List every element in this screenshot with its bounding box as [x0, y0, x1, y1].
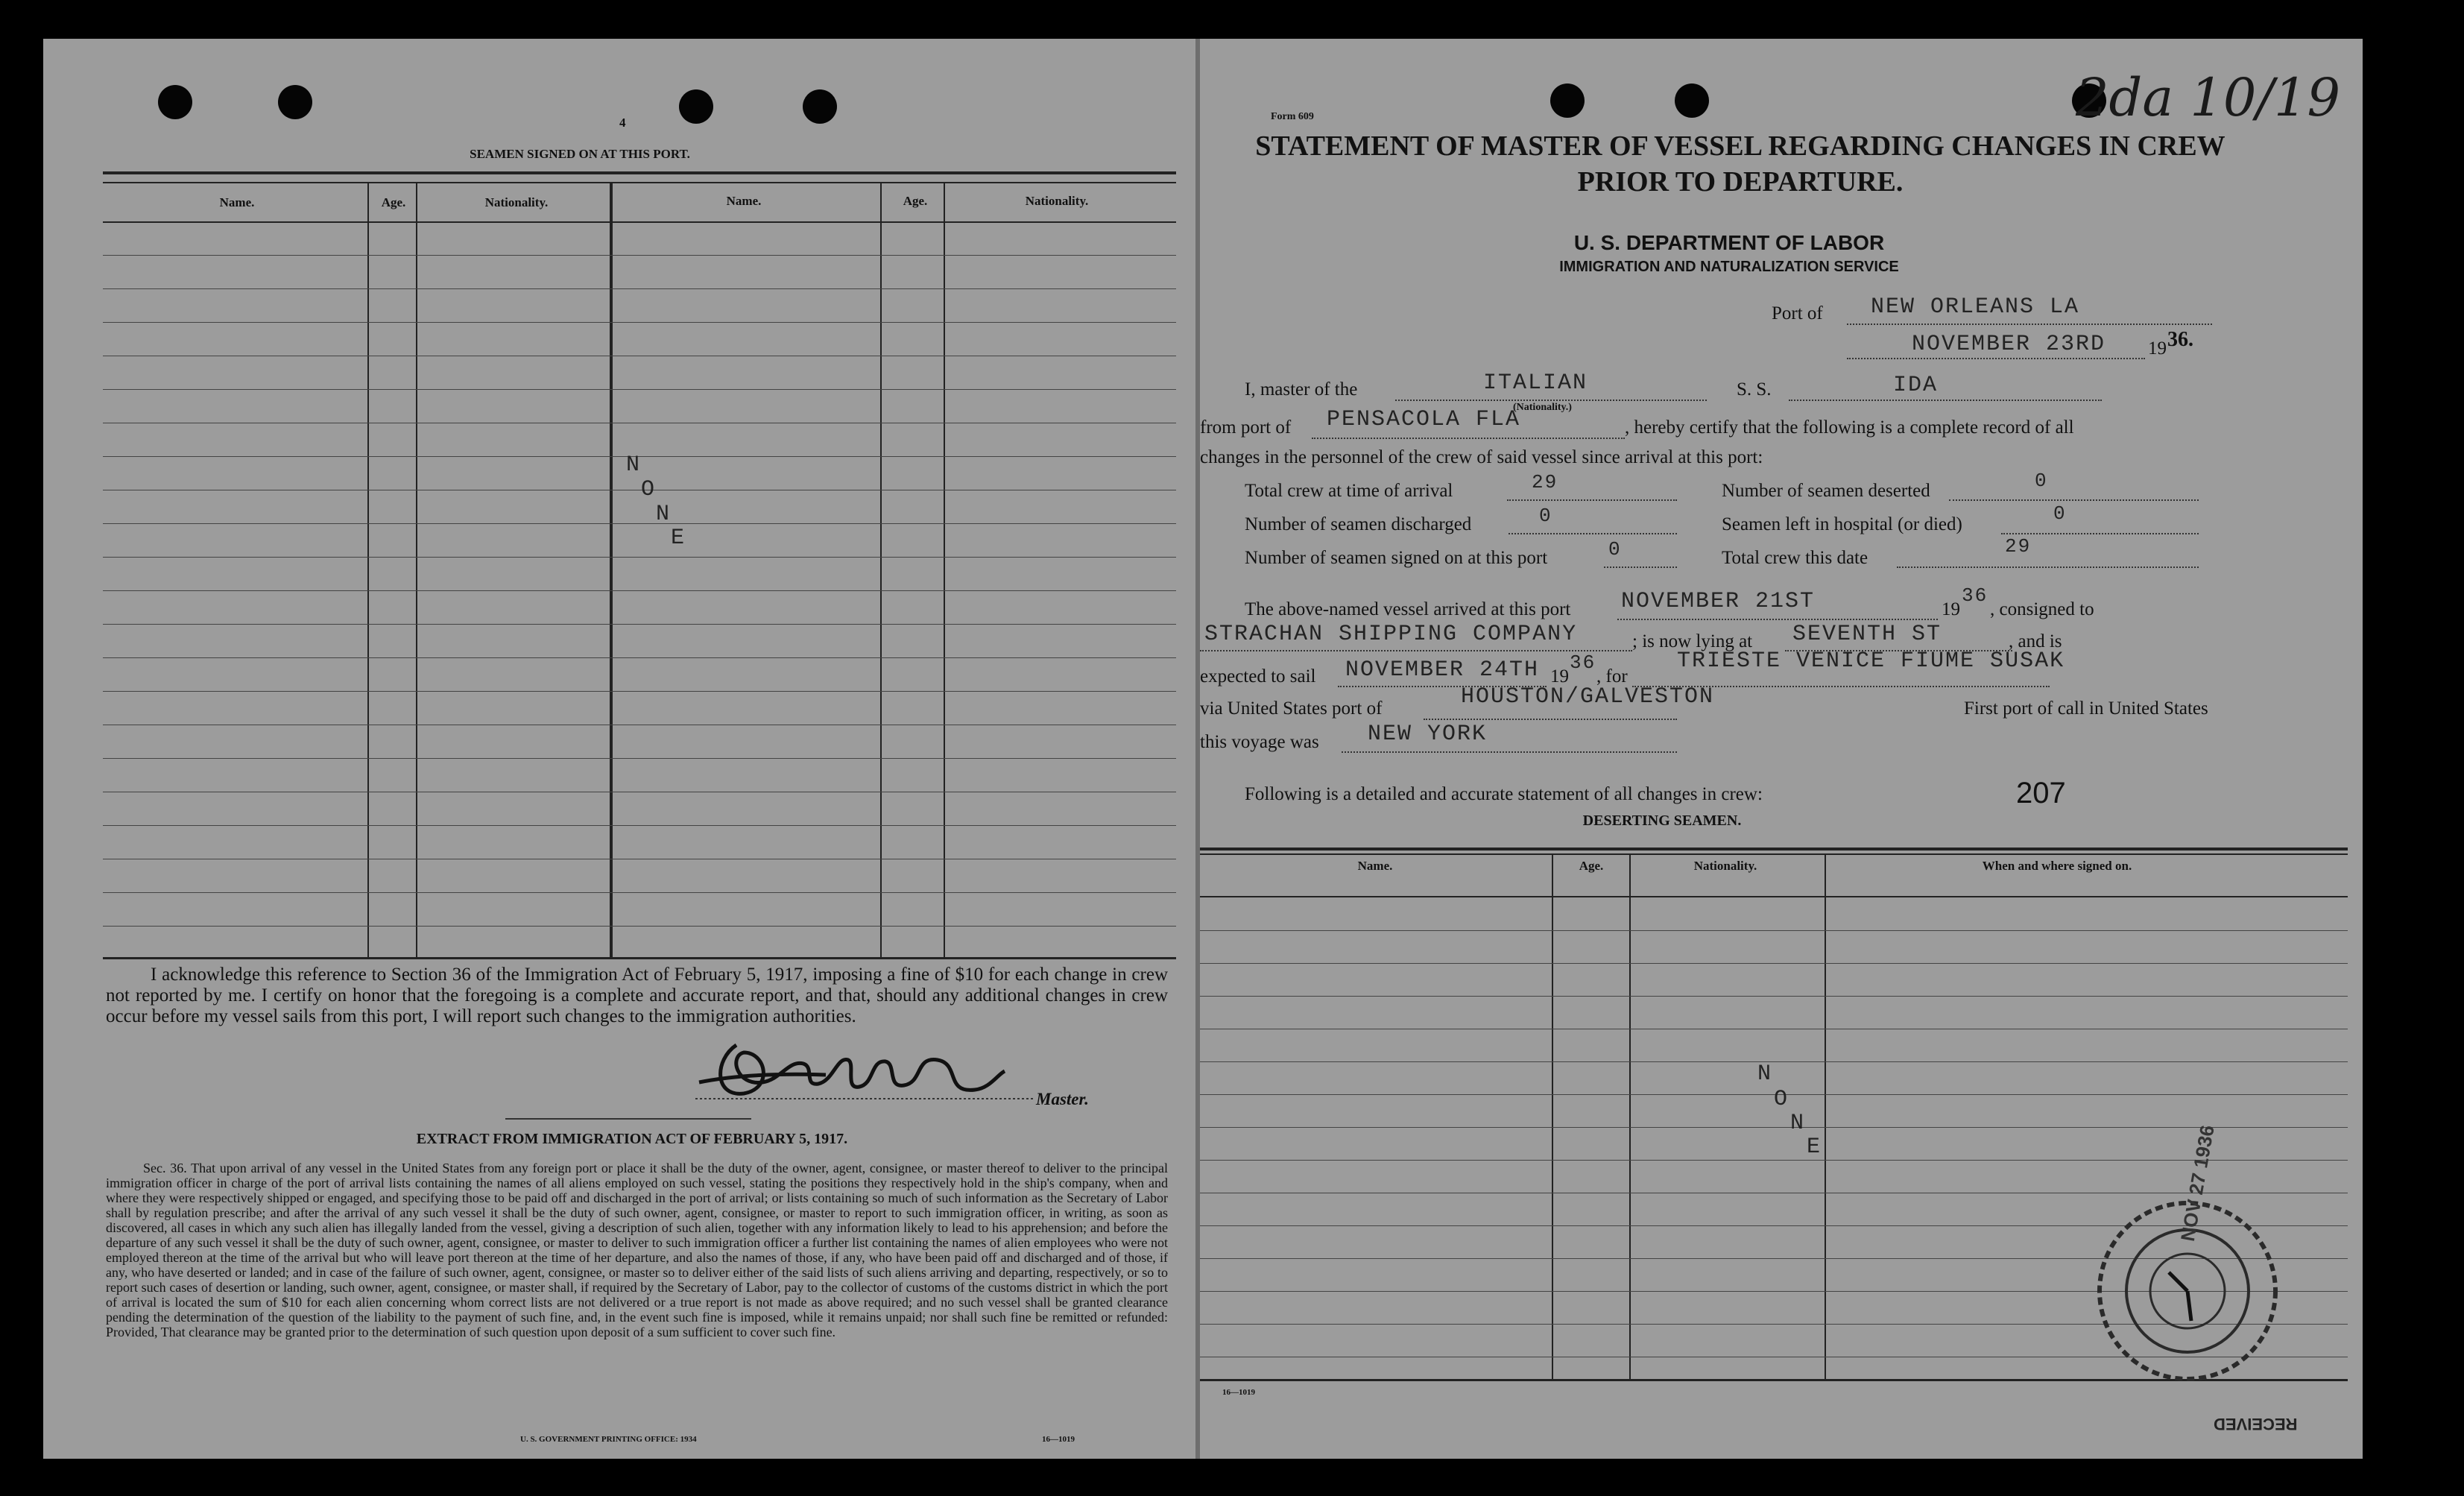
table-row-line — [103, 322, 1176, 323]
discharged-label: Number of seamen discharged — [1245, 514, 1472, 534]
col-header-name-2: Name. — [726, 194, 762, 208]
sail-date-value: NOVEMBER 24TH — [1345, 657, 1540, 683]
signed-on-label: Number of seamen signed on at this port — [1245, 548, 1548, 568]
arrived-year: 36 — [1962, 584, 1988, 607]
col-header-nationality: Nationality. — [1693, 859, 1757, 873]
deserting-title: DESERTING SEAMEN. — [1582, 812, 1742, 829]
col-header-name: Name. — [1357, 859, 1393, 873]
stamp-date: NOV 27 1936 — [2176, 1123, 2219, 1243]
number-207: 207 — [2016, 777, 2066, 809]
table-row-line — [1200, 1160, 2348, 1161]
left-page — [43, 39, 1197, 1459]
col-header-age-2: Age. — [903, 194, 928, 208]
none-letter-o: O — [1774, 1087, 1789, 1112]
via-label: via United States port of — [1200, 698, 1383, 719]
department-name: U. S. DEPARTMENT OF LABOR — [1573, 231, 1885, 254]
table-row-line — [1200, 1061, 2348, 1062]
nationality-value: ITALIAN — [1483, 370, 1588, 396]
first-port-label: First port of call in United States — [1964, 698, 2208, 719]
arrived-value: NOVEMBER 21ST — [1621, 589, 1816, 614]
punch-hole — [158, 85, 192, 119]
and-is: , and is — [2009, 631, 2062, 651]
master-label: I, master of the — [1245, 379, 1358, 400]
printer-line: U. S. GOVERNMENT PRINTING OFFICE: 1934 — [520, 1435, 697, 1444]
right-page — [1200, 39, 2363, 1459]
form-title-line1: STATEMENT OF MASTER OF VESSEL REGARDING CHANGES IN CREW — [1255, 130, 2226, 162]
from-port-label: from port of — [1200, 417, 1292, 438]
col-header-age: Age. — [1579, 859, 1604, 873]
right-footer-code: 16—1019 — [1222, 1388, 1255, 1397]
table-row-line — [103, 288, 1176, 289]
received-stamp-text: RECEIVED — [2214, 1415, 2298, 1433]
certify-text: , hereby certify that the following is a complete record of all — [1625, 417, 2074, 438]
lying-value: SEVENTH ST — [1792, 622, 1942, 647]
table-row-line — [103, 255, 1176, 256]
sail-year: 36 — [1570, 651, 1596, 674]
none-letter-n: N — [656, 502, 672, 527]
none-letter-e: E — [1807, 1134, 1822, 1160]
table-row-line — [103, 825, 1176, 826]
col-header-nationality-2: Nationality. — [1025, 194, 1089, 208]
year-suffix: 36. — [2167, 328, 2193, 351]
page-number: 4 — [619, 116, 626, 130]
signed-on-table-title: SEAMEN SIGNED ON AT THIS PORT. — [470, 147, 690, 161]
punch-hole — [679, 89, 713, 124]
arrived-year-prefix: 19 — [1942, 599, 1960, 619]
date-value: NOVEMBER 23RD — [1912, 332, 2106, 357]
none-letter-n: N — [626, 452, 642, 478]
punch-hole — [1675, 83, 1709, 118]
lying-label: ; is now lying at — [1632, 631, 1753, 651]
none-letter-e: E — [671, 526, 686, 551]
discharged-value: 0 — [1539, 505, 1552, 527]
from-port-value: PENSACOLA FLA — [1327, 407, 1521, 432]
extract-title: EXTRACT FROM IMMIGRATION ACT OF FEBRUARY 5, 1917. — [416, 1131, 848, 1147]
expected-label: expected to sail — [1200, 666, 1316, 687]
hospital-label: Seamen left in hospital (or died) — [1722, 514, 1962, 534]
punch-hole — [1550, 83, 1585, 118]
for-label: , for — [1596, 666, 1628, 687]
port-value: NEW ORLEANS LA — [1871, 294, 2080, 320]
punch-hole — [803, 89, 837, 124]
table-row-line — [1200, 996, 2348, 997]
voyage-value: NEW YORK — [1368, 722, 1488, 747]
destination-value: TRIESTE VENICE FIUME SUSAK — [1677, 648, 2065, 674]
total-arrival-value: 29 — [1532, 471, 1558, 493]
punch-hole — [278, 85, 312, 119]
signature-role: Master. — [1036, 1090, 1089, 1108]
nationality-caption: (Nationality.) — [1513, 402, 1572, 413]
col-header-name: Name. — [219, 195, 255, 209]
extract-text: Sec. 36. That upon arrival of any vessel in the United States from any foreign port or place it shall be the duty of the owner, agent, consignee, or master thereof to deliver to the principal immigration officer in charge of the port of arrival lists containing the names of all aliens employed on such vessel, stating the positions they respectively hold in the ship's company, when and where they were respectively shipped or engaged, and specifying those to be paid off and discharged in the port of arrival; or lists containing so much of such information as the Secretary of Labor shall by regulation prescribe; and after the arrival of any such vessel it shall be the duty of such owner, agent, consignee, or master to report to such immigration officer, in writing, as soon as discovered, all cases in which any such alien has illegally landed from the vessel, giving a description of such alien, together with any information likely to lead to his apprehension; and before the departure of any such vessel it shall be the duty of such owner, agent, consignee, or master to deliver to such immigration officer a further list containing the names of alien employees who were not employed thereon at the time of the arrival but who will leave port thereon at the time of her departure, and also the names of those, if any, who have been paid off and discharged and of those, if any, who have deserted or landed; and in case of the failure of such owner, agent, consignee, or master so to deliver either of the said lists of such aliens arriving and departing, respectively, or so to report such cases of desertion or landing, such owner, agent, consignee, or master shall, if required by the Secretary of Labor, pay to the collector of customs of the customs district in which the port of arrival is located the sum of $10 for each alien concerning whom correct lists are not delivered or a true report is not made as above required; and no such vessel shall be granted clearance pending the determination of the question of the liability to the payment of such fine, and, in the event such fine is imposed, while it remains unpaid; nor shall such fine be remitted or refunded: Provided, That clearance may be granted prior to the determination of such question upon deposit of a sum sufficient to cover such fine. — [106, 1161, 1168, 1339]
year-prefix: 19 — [2148, 338, 2167, 359]
col-header-signed-on: When and where signed on. — [1982, 859, 2132, 873]
arrived-label: The above-named vessel arrived at this port — [1245, 599, 1571, 619]
port-label: Port of — [1772, 303, 1823, 323]
total-date-value: 29 — [2005, 535, 2032, 558]
form-number: Form 609 — [1271, 111, 1314, 122]
col-header-nationality: Nationality. — [484, 195, 549, 209]
none-letter-o: O — [641, 477, 657, 502]
voyage-label: this voyage was — [1200, 732, 1319, 752]
table-row-line — [103, 389, 1176, 390]
following-text: Following is a detailed and accurate statement of all changes in crew: — [1245, 784, 1763, 804]
signed-on-value: 0 — [1608, 538, 1622, 561]
left-footer-code: 16—1019 — [1042, 1435, 1075, 1444]
table-row-line — [1200, 1127, 2348, 1128]
table-row-line — [103, 657, 1176, 658]
table-row-line — [1200, 963, 2348, 964]
table-row-line — [103, 758, 1176, 759]
table-row-line — [103, 557, 1176, 558]
service-name: IMMIGRATION AND NATURALIZATION SERVICE — [1559, 259, 1899, 275]
deserted-label: Number of seamen deserted — [1722, 481, 1930, 501]
table-row-line — [103, 590, 1176, 591]
none-letter-n: N — [1757, 1061, 1773, 1087]
total-arrival-label: Total crew at time of arrival — [1245, 481, 1453, 501]
via-value: HOUSTON/GALVESTON — [1461, 684, 1715, 710]
table-row-line — [103, 691, 1176, 692]
ss-label: S. S. — [1737, 379, 1772, 400]
total-date-label: Total crew this date — [1722, 548, 1868, 568]
none-letter-n: N — [1790, 1111, 1806, 1136]
sail-year-prefix: 19 — [1550, 666, 1569, 687]
changes-text: changes in the personnel of the crew of said vessel since arrival at this port: — [1200, 447, 1763, 467]
table-row-line — [103, 892, 1176, 893]
consigned-label: , consigned to — [1990, 599, 2094, 619]
vessel-value: IDA — [1893, 373, 1939, 398]
table-row-line — [1200, 930, 2348, 931]
deserted-value: 0 — [2035, 470, 2048, 492]
form-title-line2: PRIOR TO DEPARTURE. — [1577, 166, 1904, 198]
consignee-value: STRACHAN SHIPPING COMPANY — [1204, 622, 1578, 647]
acknowledgment-text: I acknowledge this reference to Section 36 of the Immigration Act of February 5, 1917, imposing a fine of $10 for each change in crew not reported by me. I certify on honor that the foregoing is a complete and accurate report, and that, should any additional changes in crew occur before my vessel sails from this port, I will report such changes to the immigration authorities. — [106, 965, 1168, 1026]
hospital-value: 0 — [2053, 502, 2067, 525]
table-row-line — [103, 624, 1176, 625]
handwritten-ref: 2da 10/19 — [2076, 67, 2341, 128]
table-row-line — [103, 523, 1176, 524]
table-row-line — [103, 926, 1176, 927]
col-header-age: Age. — [381, 195, 406, 209]
